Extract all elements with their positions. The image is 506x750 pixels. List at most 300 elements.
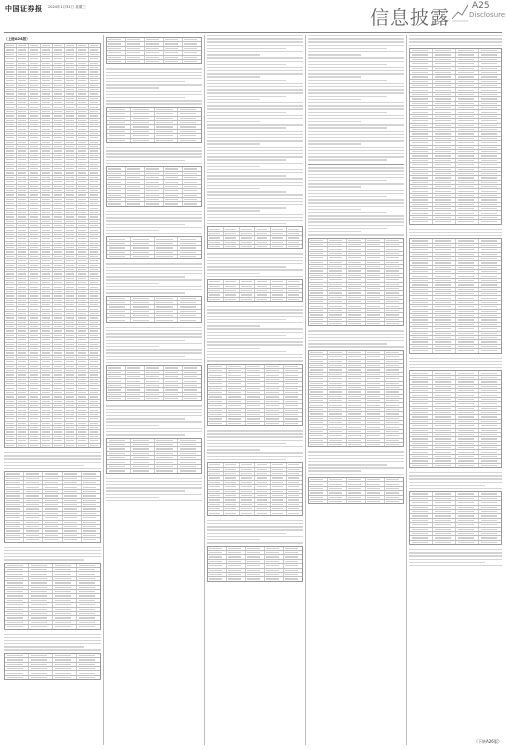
text-line (106, 343, 202, 344)
table-cell (77, 206, 89, 209)
table-cell (29, 378, 41, 381)
table-cell (77, 586, 100, 589)
text-line (308, 186, 361, 187)
table-cell (164, 51, 183, 54)
table-cell (347, 300, 366, 303)
table-cell (53, 268, 65, 271)
table-cell (53, 101, 65, 104)
table-cell (366, 351, 385, 354)
table-cell (255, 490, 271, 493)
table-cell (77, 127, 89, 130)
table-cell (29, 307, 41, 310)
table-cell (5, 386, 17, 389)
table-cell (107, 456, 131, 459)
table-cell (126, 375, 145, 378)
table-cell (5, 413, 17, 416)
text-line (106, 230, 159, 231)
table-cell (65, 255, 77, 258)
table-cell (65, 268, 77, 271)
table-cell (53, 110, 65, 113)
table-cell (41, 347, 53, 350)
table-cell (5, 404, 17, 407)
table-cell (5, 671, 29, 674)
table-cell (77, 338, 89, 341)
table-cell (309, 355, 328, 358)
table-cell (366, 382, 385, 385)
table-cell (265, 391, 284, 394)
table-cell (164, 189, 183, 192)
table-cell (240, 280, 256, 283)
table-cell (29, 110, 41, 113)
table-cell (164, 375, 183, 378)
table-cell (53, 365, 65, 368)
table-cell (240, 468, 256, 471)
table-cell (53, 70, 65, 73)
table-cell (479, 216, 501, 219)
table-cell (309, 377, 328, 380)
text-line (207, 198, 303, 199)
table-cell (41, 123, 53, 126)
text-line (308, 143, 361, 144)
table-cell (255, 503, 271, 506)
table-cell (29, 312, 41, 315)
table-cell (77, 110, 89, 113)
table-cell (410, 261, 433, 264)
table-cell (41, 264, 53, 267)
table-cell (89, 439, 100, 442)
table-cell (131, 121, 155, 124)
table-cell (41, 127, 53, 130)
table-cell (53, 382, 65, 385)
table-cell (65, 303, 77, 306)
table-cell (29, 444, 41, 447)
table-cell (65, 220, 77, 223)
table-cell (63, 538, 82, 541)
table-cell (77, 351, 89, 354)
table-cell (433, 393, 456, 396)
data-table (4, 563, 101, 630)
table-cell (17, 119, 29, 122)
table-cell (227, 573, 246, 576)
table-cell (284, 573, 302, 576)
table-cell (227, 422, 246, 425)
table-cell (433, 88, 456, 91)
table-cell (309, 360, 328, 363)
table-cell (347, 256, 366, 259)
table-cell (433, 446, 456, 449)
table-cell (5, 525, 24, 528)
text-line (409, 555, 502, 556)
table-cell (77, 215, 89, 218)
table-cell (107, 452, 131, 455)
table-cell (107, 371, 126, 374)
table-cell (479, 146, 501, 149)
table-cell (287, 481, 302, 484)
table-cell (456, 349, 479, 352)
table-cell (410, 292, 433, 295)
column-divider (103, 35, 104, 745)
text-line (106, 490, 185, 491)
table-cell (5, 105, 17, 108)
table-cell (224, 472, 240, 475)
table-cell (265, 378, 284, 381)
table-cell (328, 382, 347, 385)
table-cell (479, 80, 501, 83)
table-cell (82, 512, 100, 515)
table-cell (5, 290, 17, 293)
table-row (410, 541, 501, 544)
table-cell (89, 329, 100, 332)
table-cell (309, 382, 328, 385)
table-cell (183, 185, 201, 188)
table-cell (410, 172, 433, 175)
table-cell (53, 259, 65, 262)
table-cell (456, 185, 479, 188)
table-cell (53, 136, 65, 139)
table-cell (255, 511, 271, 514)
table-cell (82, 525, 100, 528)
table-cell (29, 667, 53, 670)
table-cell (178, 125, 201, 128)
table-cell (240, 298, 256, 301)
table-cell (433, 154, 456, 157)
text-line (207, 64, 286, 65)
table-cell (43, 507, 62, 510)
table-cell (131, 305, 155, 308)
table-cell (17, 79, 29, 82)
table-cell (385, 421, 403, 424)
table-cell (5, 110, 17, 113)
table-cell (5, 625, 29, 628)
table-cell (456, 203, 479, 206)
text-line (207, 539, 260, 540)
table-cell (433, 288, 456, 291)
table-cell (328, 283, 347, 286)
table-cell (328, 496, 347, 499)
text-line (207, 332, 303, 333)
table-cell (328, 373, 347, 376)
text-line (207, 178, 303, 179)
table-cell (53, 378, 65, 381)
table-cell (41, 321, 53, 324)
table-cell (433, 514, 456, 517)
text-line (207, 96, 286, 97)
table-cell (89, 48, 100, 51)
table-row (309, 443, 403, 446)
table-cell (29, 572, 53, 575)
table-cell (53, 299, 65, 302)
table-cell (479, 141, 501, 144)
table-cell (433, 501, 456, 504)
table-cell (366, 403, 385, 406)
table-cell (479, 336, 501, 339)
table-cell (82, 516, 100, 519)
table-cell (284, 560, 302, 563)
table-cell (29, 136, 41, 139)
table-cell (456, 75, 479, 78)
text-line (207, 48, 286, 49)
table-cell (164, 202, 183, 205)
table-cell (433, 327, 456, 330)
text-line (106, 147, 202, 148)
table-cell (410, 398, 433, 401)
text-line (106, 428, 202, 429)
table-cell (456, 532, 479, 535)
table-cell (89, 334, 100, 337)
table-cell (183, 42, 201, 45)
text-line (409, 35, 502, 36)
text-line (308, 159, 387, 160)
table-cell (456, 492, 479, 495)
table-row (410, 464, 501, 467)
table-cell (309, 261, 328, 264)
table-cell (41, 303, 53, 306)
text-line (207, 185, 303, 186)
table-cell (77, 426, 89, 429)
text-line (207, 306, 303, 307)
table-cell (385, 296, 403, 299)
text-line (4, 465, 84, 466)
text-line (106, 283, 159, 284)
text-line (4, 452, 101, 453)
table-cell (77, 136, 89, 139)
table-cell (265, 555, 284, 558)
table-cell (65, 382, 77, 385)
table-cell (53, 224, 65, 227)
table-cell (433, 336, 456, 339)
table-cell (29, 237, 41, 240)
table-cell (456, 411, 479, 414)
table-cell (255, 468, 271, 471)
table-cell (328, 261, 347, 264)
table-cell (65, 202, 77, 205)
table-cell (271, 289, 287, 292)
table-cell (479, 154, 501, 157)
table-cell (53, 277, 65, 280)
table-cell (77, 189, 89, 192)
table-cell (145, 202, 164, 205)
table-cell (456, 261, 479, 264)
table-cell (479, 185, 501, 188)
table-cell (5, 417, 17, 420)
table-cell (17, 343, 29, 346)
table-cell (246, 382, 265, 385)
table-cell (433, 49, 456, 52)
table-cell (145, 60, 164, 63)
table-cell (41, 413, 53, 416)
table-cell (41, 136, 53, 139)
table-cell (65, 189, 77, 192)
table-cell (456, 292, 479, 295)
table-cell (65, 246, 77, 249)
table-cell (410, 141, 433, 144)
table-cell (410, 253, 433, 256)
table-cell (366, 239, 385, 242)
table-cell (89, 149, 100, 152)
table-cell (89, 268, 100, 271)
table-cell (284, 395, 302, 398)
table-cell (309, 322, 328, 325)
text-line (308, 51, 404, 52)
table-cell (385, 300, 403, 303)
table-cell (155, 301, 179, 304)
table-cell (479, 203, 501, 206)
table-cell (65, 211, 77, 214)
table-cell (309, 478, 328, 481)
table-cell (53, 44, 65, 47)
table-cell (5, 92, 17, 95)
text-line (106, 415, 202, 416)
table-cell (328, 487, 347, 490)
table-cell (41, 101, 53, 104)
table-cell (456, 340, 479, 343)
table-row (107, 318, 201, 321)
table-cell (107, 301, 131, 304)
table-cell (366, 313, 385, 316)
text-line (207, 433, 303, 434)
table-cell (53, 163, 65, 166)
table-cell (17, 417, 29, 420)
text-line (106, 273, 202, 274)
table-cell (65, 57, 77, 60)
text-line (207, 276, 303, 277)
table-cell (89, 413, 100, 416)
table-cell (479, 124, 501, 127)
table-cell (410, 402, 433, 405)
table-cell (265, 573, 284, 576)
table-cell (347, 313, 366, 316)
table-cell (53, 149, 65, 152)
table-cell (456, 146, 479, 149)
table-cell (328, 434, 347, 437)
text-line (207, 70, 303, 71)
table-cell (41, 444, 53, 447)
table-cell (126, 176, 145, 179)
table-cell (347, 434, 366, 437)
table-cell (65, 329, 77, 332)
text-line (207, 102, 303, 103)
table-cell (271, 490, 287, 493)
table-cell (53, 351, 65, 354)
text-line (207, 351, 286, 352)
table-cell (77, 123, 89, 126)
table-cell (41, 105, 53, 108)
table-cell (347, 430, 366, 433)
table-cell (77, 365, 89, 368)
table-cell (131, 237, 155, 240)
table-cell (385, 291, 403, 294)
table-cell (5, 538, 24, 541)
text-line (409, 235, 502, 236)
table-cell (255, 485, 271, 488)
table-cell (65, 158, 77, 161)
table-cell (479, 176, 501, 179)
text-column-3 (207, 35, 303, 743)
table-cell (24, 534, 43, 537)
table-cell (145, 167, 164, 170)
table-cell (77, 621, 100, 624)
table-cell (410, 501, 433, 504)
table-cell (385, 386, 403, 389)
text-line (308, 76, 361, 77)
table-cell (265, 577, 284, 580)
table-cell (5, 658, 29, 661)
table-cell (385, 417, 403, 420)
table-cell (65, 141, 77, 144)
table-cell (183, 60, 201, 63)
table-cell (208, 494, 224, 497)
table-cell (385, 491, 403, 494)
table-cell (284, 413, 302, 416)
table-cell (183, 189, 201, 192)
text-line (207, 156, 303, 157)
table-cell (456, 102, 479, 105)
table-cell (89, 400, 100, 403)
table-cell (433, 71, 456, 74)
table-cell (240, 236, 256, 239)
table-cell (126, 189, 145, 192)
table-cell (479, 305, 501, 308)
table-cell (77, 44, 89, 47)
text-line (308, 147, 404, 148)
table-cell (53, 303, 65, 306)
table-cell (309, 403, 328, 406)
table-cell (29, 206, 41, 209)
table-cell (224, 298, 240, 301)
table-cell (433, 248, 456, 251)
table-cell (456, 216, 479, 219)
table-cell (433, 407, 456, 410)
table-cell (17, 70, 29, 73)
table-cell (479, 296, 501, 299)
table-cell (29, 422, 41, 425)
table-cell (53, 141, 65, 144)
table-cell (131, 314, 155, 317)
table-cell (89, 369, 100, 372)
table-cell (53, 564, 77, 567)
table-cell (287, 298, 302, 301)
table-cell (5, 154, 17, 157)
table-cell (65, 180, 77, 183)
table-cell (410, 411, 433, 414)
table-cell (287, 285, 302, 288)
table-cell (89, 382, 100, 385)
table-cell (65, 215, 77, 218)
table-cell (479, 301, 501, 304)
table-cell (385, 373, 403, 376)
table-cell (479, 119, 501, 122)
text-line (106, 356, 185, 357)
table-cell (77, 141, 89, 144)
table-cell (255, 236, 271, 239)
table-cell (410, 349, 433, 352)
text-line (308, 190, 404, 191)
table-cell (433, 239, 456, 242)
table-cell (17, 250, 29, 253)
table-cell (65, 285, 77, 288)
table-cell (29, 321, 41, 324)
table-cell (433, 389, 456, 392)
table-cell (89, 97, 100, 100)
table-cell (29, 395, 41, 398)
table-cell (65, 316, 77, 319)
table-cell (17, 57, 29, 60)
table-cell (366, 247, 385, 250)
table-cell (208, 472, 224, 475)
table-cell (265, 395, 284, 398)
table-cell (456, 371, 479, 374)
table-cell (287, 511, 302, 514)
